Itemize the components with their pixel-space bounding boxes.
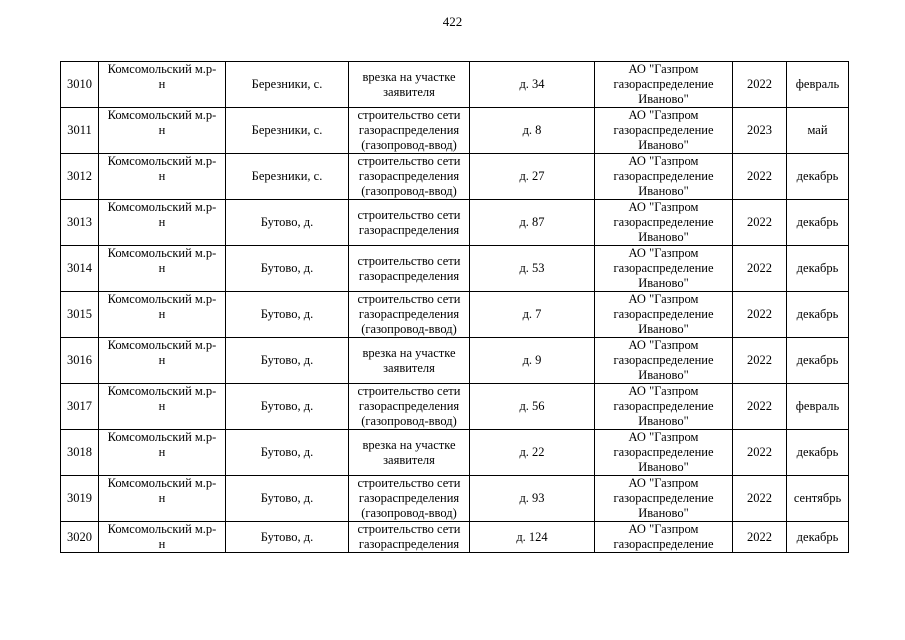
table-row: [61, 476, 849, 522]
year-cell: 2022: [733, 292, 787, 338]
house-number-cell: д. 8: [470, 108, 595, 154]
work-type-cell: строительство сети газораспределения (газопровод-ввод): [349, 476, 470, 522]
table-row: [61, 200, 849, 246]
row-number-cell: 3016: [61, 338, 99, 384]
year-cell: 2022: [733, 476, 787, 522]
organization-cell: АО "Газпром газораспределение Иваново": [595, 292, 733, 338]
work-type-cell: строительство сети газораспределения (газопровод-ввод): [349, 292, 470, 338]
table-row: [61, 62, 849, 108]
house-number-cell: д. 56: [470, 384, 595, 430]
settlement-cell: Березники, с.: [226, 108, 349, 154]
table-row: [61, 246, 849, 292]
table-row: [61, 292, 849, 338]
month-cell: декабрь: [787, 522, 849, 553]
settlement-cell: Березники, с.: [226, 154, 349, 200]
house-number-cell: д. 9: [470, 338, 595, 384]
work-type-cell: врезка на участке заявителя: [349, 430, 470, 476]
work-type-cell: строительство сети газораспределения (газопровод-ввод): [349, 384, 470, 430]
row-number-cell: 3017: [61, 384, 99, 430]
work-type-cell: строительство сети газораспределения (газопровод-ввод): [349, 108, 470, 154]
records-body: [61, 62, 849, 553]
row-number-cell: 3015: [61, 292, 99, 338]
year-cell: 2022: [733, 430, 787, 476]
year-cell: 2022: [733, 154, 787, 200]
row-number-cell: 3011: [61, 108, 99, 154]
district-cell: Комсомольский м.р- н: [99, 108, 226, 154]
month-cell: декабрь: [787, 292, 849, 338]
organization-cell: АО "Газпром газораспределение Иваново": [595, 430, 733, 476]
month-cell: декабрь: [787, 154, 849, 200]
table-row: [61, 430, 849, 476]
table-row: [61, 154, 849, 200]
year-cell: 2022: [733, 246, 787, 292]
settlement-cell: Бутово, д.: [226, 476, 349, 522]
work-type-cell: строительство сети газораспределения (газопровод-ввод): [349, 154, 470, 200]
table-row: [61, 384, 849, 430]
year-cell: 2022: [733, 200, 787, 246]
row-number-cell: 3014: [61, 246, 99, 292]
organization-cell: АО "Газпром газораспределение Иваново": [595, 338, 733, 384]
work-type-cell: строительство сети газораспределения: [349, 200, 470, 246]
year-cell: 2022: [733, 384, 787, 430]
settlement-cell: Бутово, д.: [226, 522, 349, 553]
house-number-cell: д. 93: [470, 476, 595, 522]
district-cell: Комсомольский м.р- н: [99, 338, 226, 384]
row-number-cell: 3018: [61, 430, 99, 476]
district-cell: Комсомольский м.р- н: [99, 522, 226, 553]
month-cell: декабрь: [787, 338, 849, 384]
house-number-cell: д. 27: [470, 154, 595, 200]
organization-cell: АО "Газпром газораспределение Иваново": [595, 384, 733, 430]
district-cell: Комсомольский м.р- н: [99, 200, 226, 246]
page-number: 422: [442, 14, 463, 29]
table-row: [61, 338, 849, 384]
organization-cell: АО "Газпром газораспределение Иваново": [595, 154, 733, 200]
month-cell: сентябрь: [787, 476, 849, 522]
month-cell: декабрь: [787, 430, 849, 476]
district-cell: Комсомольский м.р- н: [99, 154, 226, 200]
settlement-cell: Бутово, д.: [226, 430, 349, 476]
year-cell: 2023: [733, 108, 787, 154]
settlement-cell: Бутово, д.: [226, 338, 349, 384]
settlement-cell: Березники, с.: [226, 62, 349, 108]
district-cell: Комсомольский м.р- н: [99, 430, 226, 476]
district-cell: Комсомольский м.р- н: [99, 384, 226, 430]
settlement-cell: Бутово, д.: [226, 292, 349, 338]
row-number-cell: 3010: [61, 62, 99, 108]
row-number-cell: 3013: [61, 200, 99, 246]
house-number-cell: д. 7: [470, 292, 595, 338]
work-type-cell: врезка на участке заявителя: [349, 62, 470, 108]
house-number-cell: д. 53: [470, 246, 595, 292]
work-type-cell: строительство сети газораспределения: [349, 246, 470, 292]
district-cell: Комсомольский м.р- н: [99, 246, 226, 292]
month-cell: февраль: [787, 384, 849, 430]
month-cell: февраль: [787, 62, 849, 108]
month-cell: декабрь: [787, 200, 849, 246]
settlement-cell: Бутово, д.: [226, 384, 349, 430]
year-cell: 2022: [733, 522, 787, 553]
organization-cell: АО "Газпром газораспределение Иваново": [595, 62, 733, 108]
district-cell: Комсомольский м.р- н: [99, 292, 226, 338]
settlement-cell: Бутово, д.: [226, 246, 349, 292]
records-table: [60, 61, 849, 553]
house-number-cell: д. 34: [470, 62, 595, 108]
organization-cell: АО "Газпром газораспределение Иваново": [595, 108, 733, 154]
row-number-cell: 3020: [61, 522, 99, 553]
organization-cell: АО "Газпром газораспределение Иваново": [595, 476, 733, 522]
settlement-cell: Бутово, д.: [226, 200, 349, 246]
work-type-cell: строительство сети газораспределения: [349, 522, 470, 553]
month-cell: май: [787, 108, 849, 154]
row-number-cell: 3019: [61, 476, 99, 522]
house-number-cell: д. 22: [470, 430, 595, 476]
table-row: [61, 522, 849, 553]
month-cell: декабрь: [787, 246, 849, 292]
row-number-cell: 3012: [61, 154, 99, 200]
district-cell: Комсомольский м.р- н: [99, 62, 226, 108]
house-number-cell: д. 87: [470, 200, 595, 246]
district-cell: Комсомольский м.р- н: [99, 476, 226, 522]
organization-cell: АО "Газпром газораспределение Иваново": [595, 200, 733, 246]
year-cell: 2022: [733, 62, 787, 108]
organization-cell: АО "Газпром газораспределение Иваново": [595, 246, 733, 292]
work-type-cell: врезка на участке заявителя: [349, 338, 470, 384]
year-cell: 2022: [733, 338, 787, 384]
house-number-cell: д. 124: [470, 522, 595, 553]
table-row: [61, 108, 849, 154]
organization-cell: АО "Газпром газораспределение: [595, 522, 733, 553]
